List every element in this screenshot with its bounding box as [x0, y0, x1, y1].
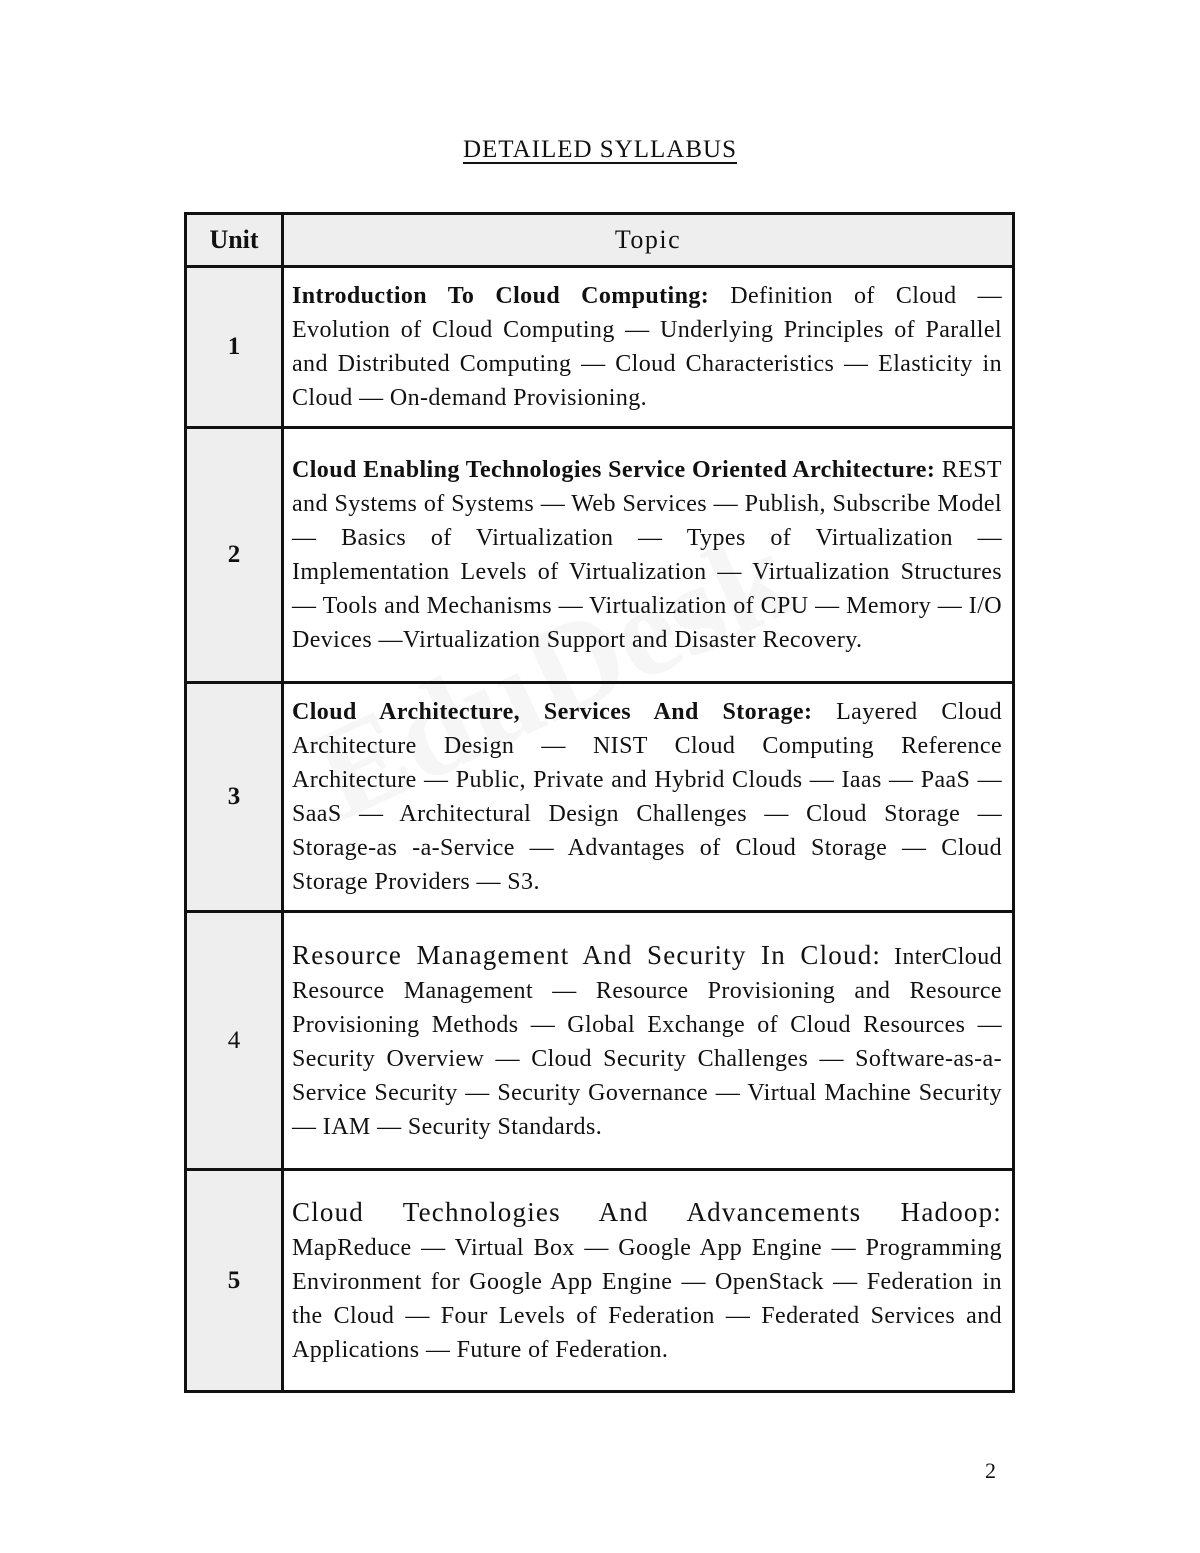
topic-body: REST and Systems of Systems — Web Services — Publish, Subscribe Model — Basics of Virtualization — Types of Virtualization — Implementation Levels of Virtualization — Virtualization Structures — Tools and Mechanisms — Virtualization of CPU — Memory — I/O Devices —Virtualization Support and Disaster Recovery. [292, 457, 1002, 653]
topic-heading: Cloud Enabling Technologies Service Oriented Architecture: [292, 457, 936, 483]
table-row [186, 1170, 1014, 1392]
unit-number: 3 [186, 683, 283, 912]
topic-body: MapReduce — Virtual Box — Google App Engine — Programming Environment for Google App Engine — OpenStack — Federation in the Cloud — Four Levels of Federation — Federated Services and Applications — Future of Federation. [292, 1234, 1002, 1363]
unit-number: 4 [186, 912, 283, 1170]
table-row [186, 267, 1014, 428]
table-row [186, 912, 1014, 1170]
topic-cell [283, 267, 1014, 428]
page-title [0, 136, 1200, 164]
topic-cell [283, 683, 1014, 912]
topic-cell [283, 428, 1014, 683]
topic-body: Layered Cloud Architecture Design — NIST Cloud Computing Reference Architecture — Public, Private and Hybrid Clouds — Iaas — PaaS — SaaS — Architectural Design Challenges — Cloud Storage — Storage-as -a-Service — Advantages of Cloud Storage — Cloud Storage Providers — S3. [292, 699, 1002, 895]
table-row [186, 428, 1014, 683]
syllabus-table [184, 212, 1015, 1393]
unit-number: 2 [186, 428, 283, 683]
topic-column-header: Topic [283, 214, 1014, 267]
page-number: 2 [985, 1458, 996, 1483]
table-row [186, 683, 1014, 912]
topic-cell [283, 912, 1014, 1170]
topic-cell [283, 1170, 1014, 1392]
unit-number: 1 [186, 267, 283, 428]
topic-body: Definition of Cloud — Evolution of Cloud Computing — Underlying Principles of Parallel and Distributed Computing — Cloud Characteristics — Elasticity in Cloud — On-demand Provisioning. [292, 283, 1002, 411]
topic-heading: Introduction To Cloud Computing: [292, 283, 710, 309]
unit-column-header: Unit [186, 214, 283, 267]
topic-heading: Resource Management And Security In Cloud: [292, 939, 882, 970]
topic-body: InterCloud Resource Management — Resource Provisioning and Resource Provisioning Methods — Global Exchange of Cloud Resources — Security Overview — Cloud Security Challenges — Software-as-a-Service Security — Security Governance — Virtual Machine Security — IAM — Security Standards. [292, 943, 1003, 1140]
topic-heading: Cloud Technologies And Advancements Hadoop: [292, 1196, 1002, 1227]
table-header-row [186, 214, 1014, 267]
unit-number: 5 [186, 1170, 283, 1392]
page-title-text: DETAILED SYLLABUS [462, 136, 737, 163]
topic-heading: Cloud Architecture, Services And Storage: [292, 699, 813, 725]
